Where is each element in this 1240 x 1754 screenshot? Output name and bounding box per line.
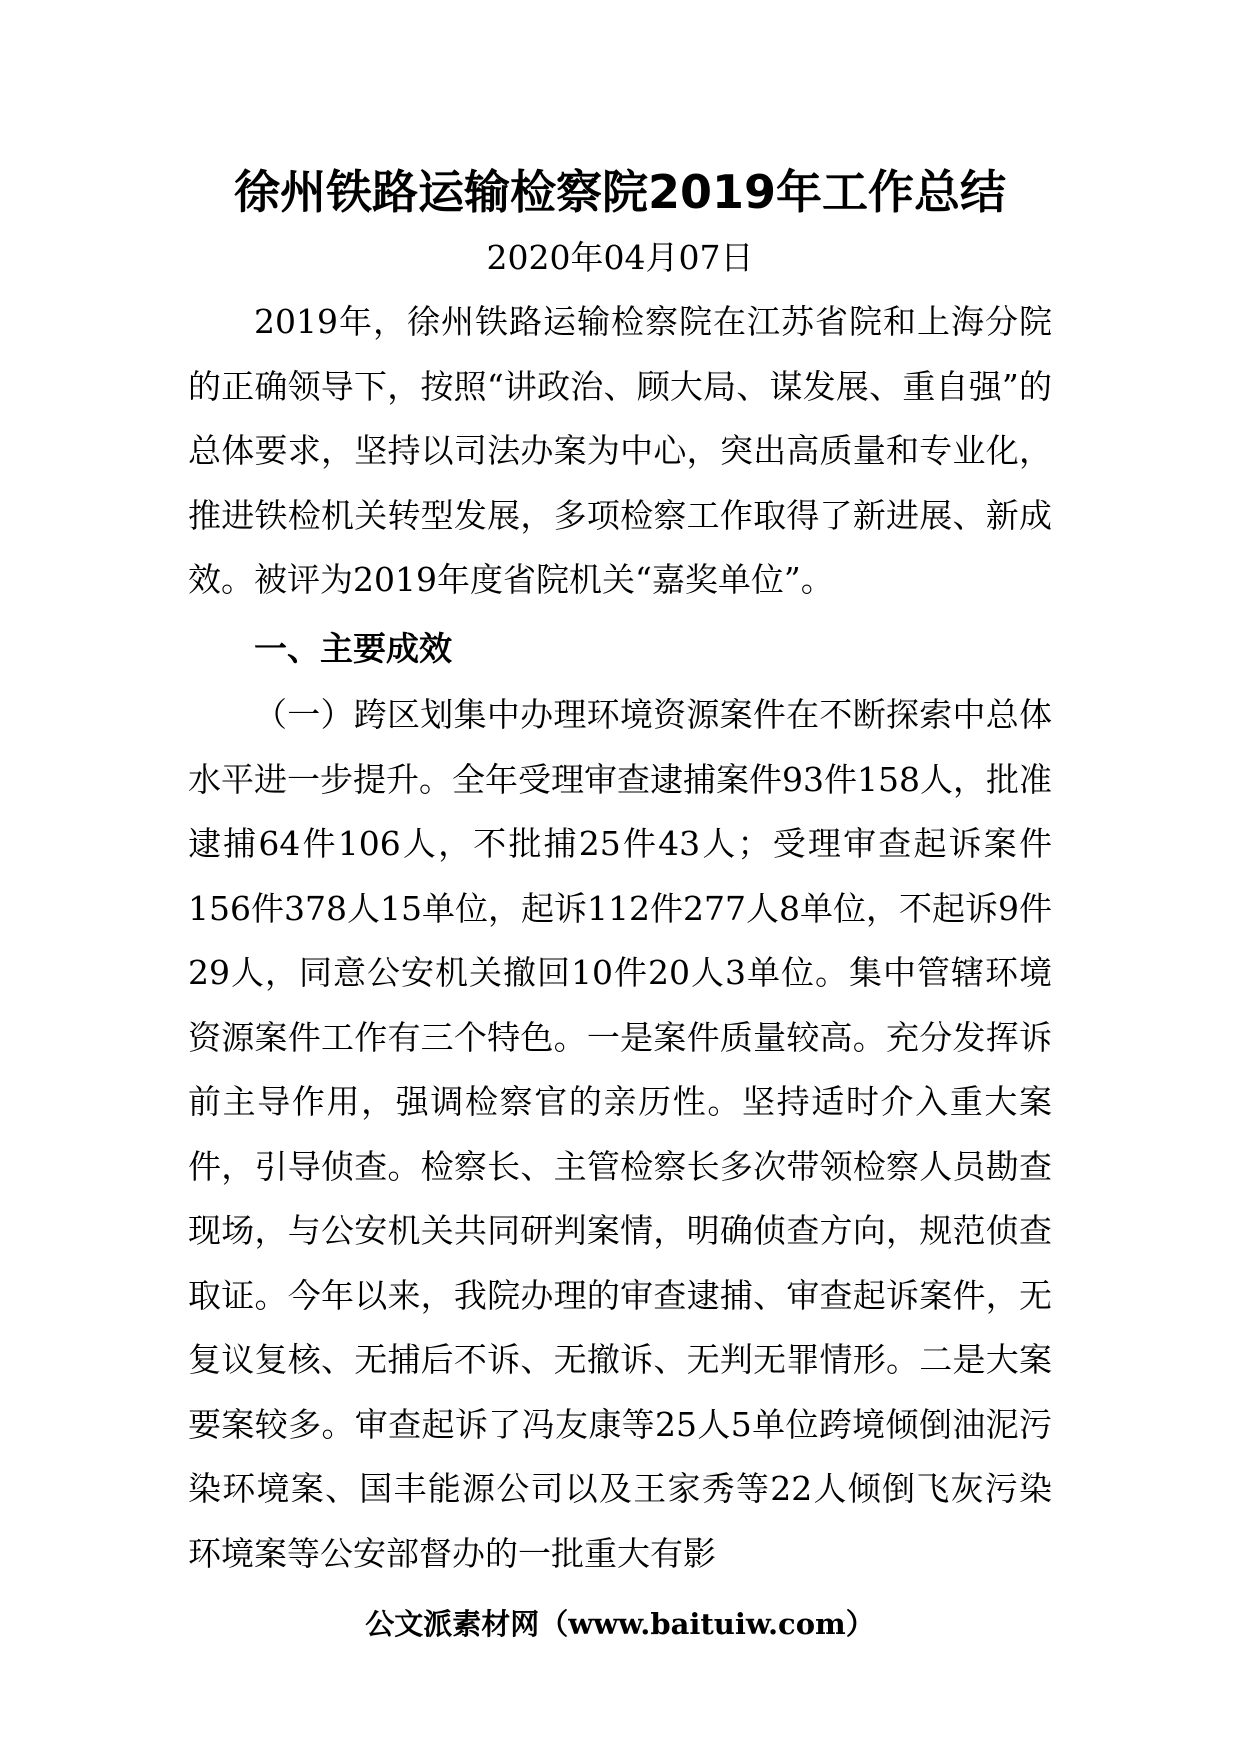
subsection-paragraph: （一）跨区划集中办理环境资源案件在不断探索中总体水平进一步提升。全年受理审查逮捕案件93件158人，批准逮捕64件106人，不批捕25件43人；受理审查起诉案件156件378人15单位，起诉112件277人8单位，不起诉9件29人，同意公安机关撤回10件20人3单位。集中管辖环境资源案件工作有三个特色。一是案件质量较高。充分发挥诉前主导作用，强调检察官的亲历性。坚持适时介入重大案件，引导侦查。检察长、主管检察长多次带领检察人员勘查现场，与公安机关共同研判案情，明确侦查方向，规范侦查取证。今年以来，我院办理的审查逮捕、审查起诉案件，无复议复核、无捕后不诉、无撤诉、无判无罪情形。二是大案要案较多。审查起诉了冯友康等25人5单位跨境倾倒油泥污染环境案、国丰能源公司以及王家秀等22人倾倒飞灰污染环境案等公安部督办的一批重大有影 [188,695,1052,1573]
footer-watermark: 公文派素材网（www.baituiw.com） [365,1607,875,1641]
document-title: 徐州铁路运输检察院2019年工作总结 [233,165,1007,219]
document-date: 2020年04月07日 [486,238,754,277]
intro-paragraph: 2019年，徐州铁路运输检察院在江苏省院和上海分院的正确领导下，按照“讲政治、顾大局、谋发展、重自强”的总体要求，坚持以司法办案为中心，突出高质量和专业化，推进铁检机关转型发展，多项检察工作取得了新进展、新成效。被评为2019年度省院机关“嘉奖单位”。 [188,302,1052,599]
section-heading: 一、主要成效 [254,629,452,668]
